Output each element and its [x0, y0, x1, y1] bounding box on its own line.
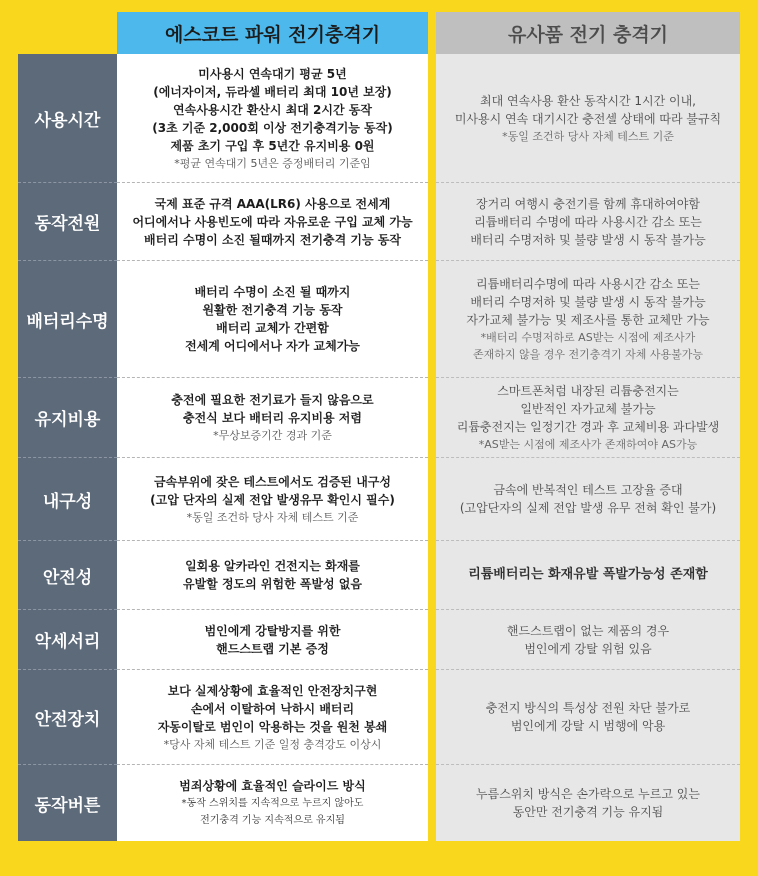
ours-line: 전세계 어디에서나 자가 교체가능	[185, 339, 360, 353]
ours-line: 금속부위에 잦은 테스트에서도 검증된 내구성	[154, 474, 391, 489]
theirs-line: 리튬충전지는 일정기간 경과 후 교체비용 과다발생	[456, 420, 720, 434]
theirs-note: 존재하지 않을 경우 전기충격기 자체 사용불가능	[472, 348, 703, 361]
ours-cell	[117, 377, 428, 457]
ours-note: *평균 연속대기 5년은 증정배터리 기준임	[174, 156, 371, 170]
ours-cell	[117, 260, 428, 377]
theirs-line: 최대 연속사용 환산 동작시간 1시간 이내,	[480, 93, 696, 108]
ours-line: 어디에서나 사용빈도에 따라 자유로운 구입 교체 가능	[132, 214, 413, 229]
ours-line: 연속사용시간 환산시 최대 2시간 동작	[173, 102, 372, 117]
theirs-line: (고압단자의 실제 전압 발생 유무 전혀 확인 불가)	[459, 501, 717, 515]
theirs-line: 범인에게 강탈 위험 있음	[524, 641, 652, 656]
theirs-note: *배터리 수명저하로 AS받는 시점에 제조사가	[480, 331, 696, 344]
row-label: 사용시간	[18, 54, 117, 182]
theirs-cell	[436, 457, 740, 540]
row-label: 동작버튼	[18, 764, 117, 841]
header-empty-cell	[18, 12, 117, 54]
ours-cell	[117, 764, 428, 841]
ours-cell	[117, 457, 428, 540]
theirs-cell	[436, 669, 740, 764]
theirs-note: *동일 조건하 당사 자체 테스트 기준	[502, 129, 674, 143]
theirs-note: *AS받는 시점에 제조사가 존재하여야 AS가능	[478, 438, 698, 451]
theirs-cell	[436, 540, 740, 609]
column-gap	[428, 540, 436, 609]
ours-line: 배터리 수명이 소진 될 때까지	[194, 285, 351, 299]
theirs-line: 리튬배터리 수명에 따라 사용시간 감소 또는	[474, 214, 702, 229]
ours-note: *동일 조건하 당사 자체 테스트 기준	[186, 510, 359, 524]
row-label: 배터리수명	[18, 260, 117, 377]
header-gap	[428, 12, 436, 54]
ours-cell	[117, 54, 428, 182]
row-label: 유지비용	[18, 377, 117, 457]
ours-line: 범죄상황에 효율적인 슬라이드 방식	[179, 779, 366, 793]
ours-cell	[117, 182, 428, 260]
row-label: 안전성	[18, 540, 117, 609]
theirs-line: 일반적인 자가교체 불가능	[520, 402, 656, 416]
ours-line: 핸드스트랩 기본 증정	[216, 641, 329, 656]
theirs-line: 자가교체 불가능 및 제조사를 통한 교체만 가능	[466, 313, 710, 327]
theirs-line: 동안만 전기충격 기능 유지됨	[512, 805, 664, 819]
ours-cell	[117, 609, 428, 669]
ours-line: 배터리 교체가 간편함	[216, 321, 329, 335]
column-gap	[428, 260, 436, 377]
ours-line: (에너자이저, 듀라셀 배터리 최대 10년 보장)	[153, 84, 392, 99]
theirs-cell	[436, 260, 740, 377]
column-gap	[428, 54, 436, 182]
ours-line: 보다 실제상황에 효율적인 안전장치구현	[167, 683, 378, 698]
ours-line: 미사용시 연속대기 평균 5년	[198, 66, 347, 81]
theirs-cell	[436, 377, 740, 457]
ours-small-note: *동작 스위치를 지속적으로 누르지 않아도	[181, 798, 364, 809]
ours-line: 충전에 필요한 전기료가 들지 않음으로	[171, 393, 374, 407]
ours-small-note: 전기충격 기능 지속적으로 유지됨	[200, 815, 345, 826]
ours-line: (고압 단자의 실제 전압 발생유무 확인시 필수)	[150, 492, 395, 507]
ours-line: 충전식 보다 배터리 유지비용 저렴	[182, 411, 362, 425]
row-label: 내구성	[18, 457, 117, 540]
ours-cell	[117, 669, 428, 764]
theirs-line: 리튬배터리수명에 따라 사용시간 감소 또는	[476, 277, 700, 291]
column-gap	[428, 182, 436, 260]
ours-line: 손에서 이탈하여 낙하시 배터리	[190, 701, 355, 716]
header-theirs: 유사품 전기 충격기	[436, 12, 740, 54]
theirs-line: 누름스위치 방식은 손가락으로 누르고 있는	[476, 787, 700, 801]
theirs-cell	[436, 764, 740, 841]
row-label: 악세서리	[18, 609, 117, 669]
ours-line: 국제 표준 규격 AAA(LR6) 사용으로 전세계	[154, 196, 391, 211]
ours-cell	[117, 540, 428, 609]
row-label: 안전장치	[18, 669, 117, 764]
header-ours: 에스코트 파워 전기충격기	[117, 12, 428, 54]
theirs-line: 핸드스트랩이 없는 제품의 경우	[506, 623, 670, 638]
column-gap	[428, 609, 436, 669]
ours-line: 자동이탈로 범인이 악용하는 것을 원천 봉쇄	[157, 719, 388, 734]
ours-note: *무상보증기간 경과 기준	[213, 429, 332, 442]
theirs-line: 배터리 수명저하 및 불량 발생 시 동작 불가능	[470, 295, 706, 309]
theirs-line: 금속에 반복적인 테스트 고장율 증대	[493, 483, 683, 497]
column-gap	[428, 457, 436, 540]
comparison-table	[18, 12, 740, 841]
theirs-cell	[436, 609, 740, 669]
row-label: 동작전원	[18, 182, 117, 260]
column-gap	[428, 377, 436, 457]
ours-line: 제품 초기 구입 후 5년간 유지비용 0원	[170, 138, 375, 153]
theirs-line: 충전지 방식의 특성상 전원 차단 불가로	[485, 701, 691, 715]
ours-line: 유발할 정도의 위험한 폭발성 없음	[182, 577, 362, 591]
ours-note: *당사 자체 테스트 기준 일정 충격강도 이상시	[163, 737, 382, 751]
ours-line: (3초 기준 2,000회 이상 전기충격기능 동작)	[152, 120, 393, 135]
column-gap	[428, 669, 436, 764]
theirs-cell	[436, 182, 740, 260]
ours-line: 일회용 알카라인 건전지는 화재를	[185, 559, 360, 573]
theirs-bold-line: 리튬배터리는 화재유발 폭발가능성 존재함	[468, 567, 708, 582]
theirs-line: 미사용시 연속 대기시간 충전셀 상태에 따라 불규칙	[454, 111, 722, 126]
theirs-line: 배터리 수명저하 및 불량 발생 시 동작 불가능	[470, 232, 706, 247]
column-gap	[428, 764, 436, 841]
theirs-line: 범인에게 강탈 시 범행에 악용	[510, 719, 666, 733]
theirs-line: 장거리 여행시 충전기를 함께 휴대하여야함	[476, 196, 700, 211]
ours-line: 범인에게 강탈방지를 위한	[204, 623, 341, 638]
ours-line: 배터리 수명이 소진 될때까지 전기충격 기능 동작	[144, 232, 401, 247]
ours-line: 원활한 전기충격 기능 동작	[202, 303, 343, 317]
theirs-cell	[436, 54, 740, 182]
theirs-line: 스마트폰처럼 내장된 리튬충전지는	[497, 384, 679, 398]
